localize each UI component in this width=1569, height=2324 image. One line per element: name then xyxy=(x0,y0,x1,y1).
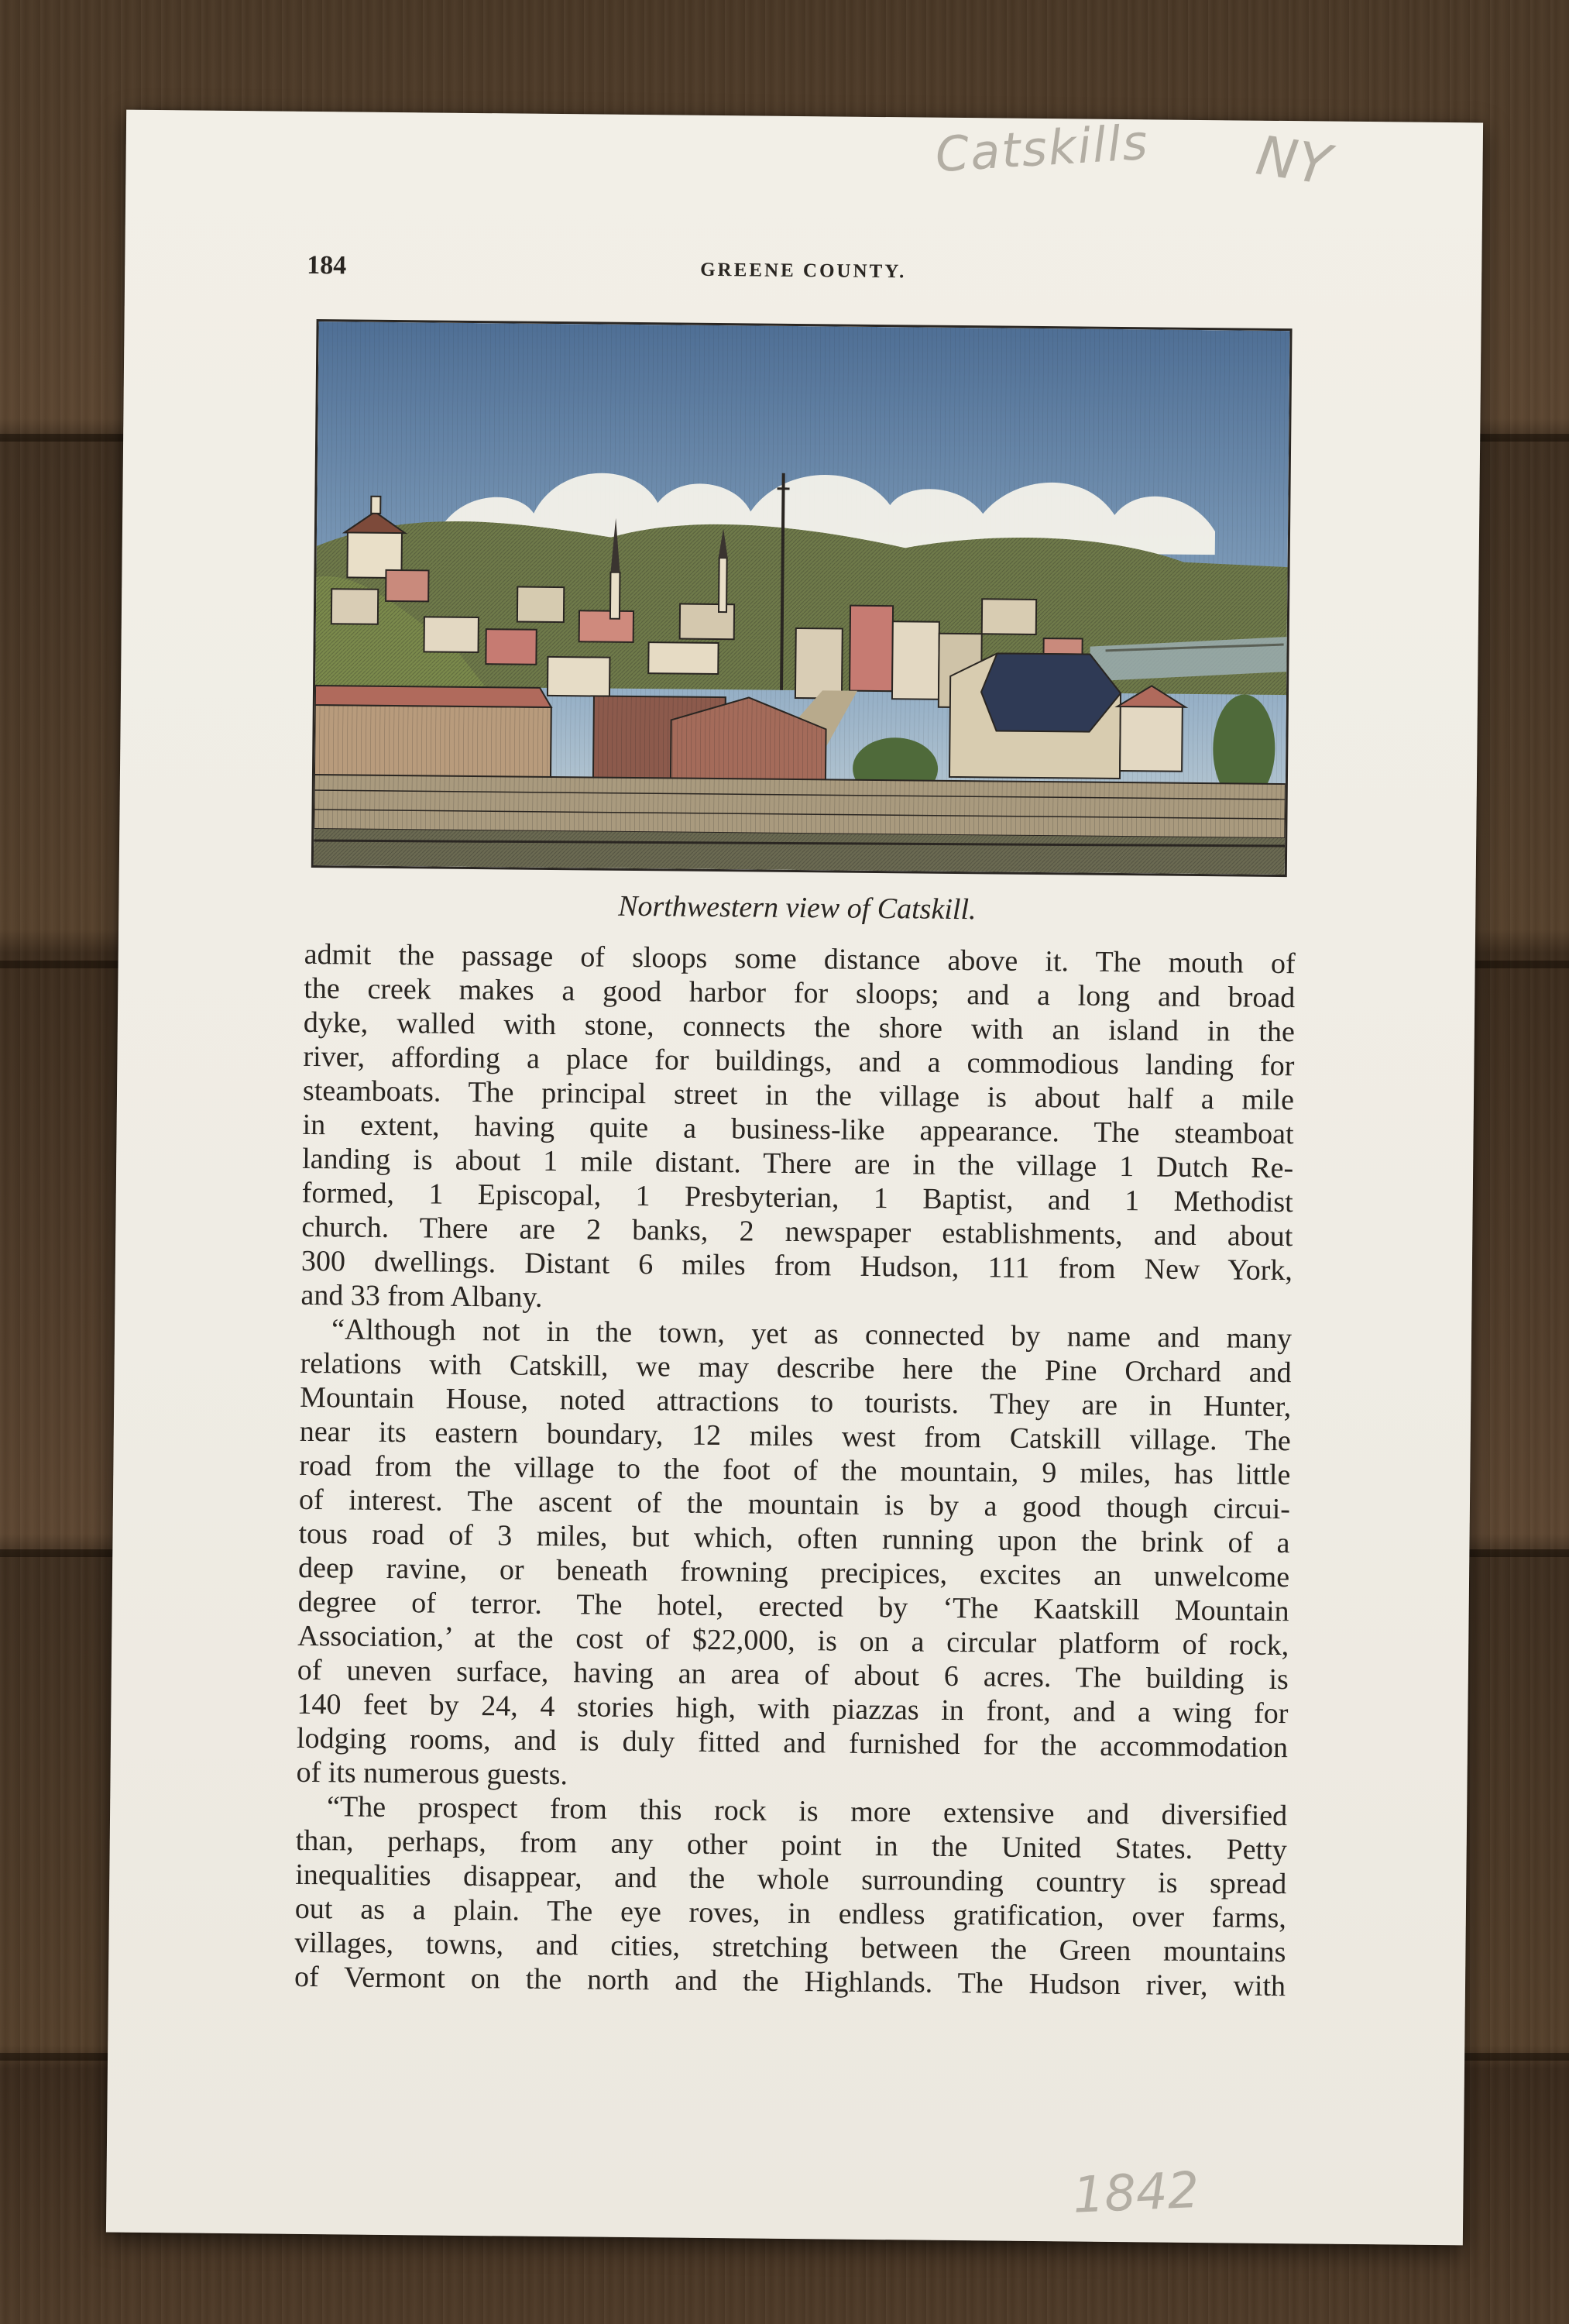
text-line: deep ravine, or beneath frowning precipices, excites an unwelcome xyxy=(297,1551,1290,1594)
engraving-plate xyxy=(311,319,1293,877)
text-line: out as a plain. The eye roves, in endless gratification, over farms, xyxy=(294,1892,1287,1935)
text-line: than, perhaps, from any other point in the United States. Petty xyxy=(295,1824,1287,1867)
text-line: villages, towns, and cities, stretching between the Green mountains xyxy=(294,1926,1286,1969)
page-number: 184 xyxy=(307,250,347,280)
text-line: tous road of 3 miles, but which, often running upon the brink of a xyxy=(298,1517,1290,1560)
handwritten-place-note: Catskills xyxy=(933,113,1151,184)
text-line: Mountain House, noted attractions to tourists. They are in Hunter, xyxy=(300,1380,1292,1424)
paragraph xyxy=(296,1312,1292,1799)
text-line: church. There are 2 banks, 2 newspaper establishments, and about xyxy=(301,1210,1293,1253)
text-line: “Although not in the town, yet as connected by name and many xyxy=(331,1313,1293,1356)
paragraph xyxy=(294,1789,1287,2003)
paragraph xyxy=(300,937,1296,1322)
book-page xyxy=(106,110,1483,2246)
handwritten-state-note: NY xyxy=(1252,123,1335,198)
text-line: steamboats. The principal street in the village is about half a mile xyxy=(302,1074,1295,1117)
text-line: 140 feet by 24, 4 stories high, with piazzas in front, and a wing for xyxy=(297,1687,1289,1731)
text-line: road from the village to the foot of the mountain, 9 miles, has little xyxy=(299,1449,1291,1492)
text-line: the creek makes a good harbor for sloops; and a long and broad xyxy=(304,971,1296,1015)
text-line: and 33 from Albany. xyxy=(300,1278,543,1314)
text-line: river, affording a place for buildings, and a commodious landing for xyxy=(303,1040,1295,1083)
text-line: of interest. The ascent of the mountain is by a good though circui- xyxy=(298,1483,1291,1526)
text-line: formed, 1 Episcopal, 1 Presbyterian, 1 Baptist, and 1 Methodist xyxy=(301,1176,1293,1219)
handwritten-year-note: 1842 xyxy=(1071,2161,1200,2225)
text-line: of uneven surface, having an area of about 6 acres. The building is xyxy=(297,1653,1289,1697)
text-line: inequalities disappear, and the whole surrounding country is spread xyxy=(295,1858,1287,1901)
running-head: GREENE COUNTY. xyxy=(700,259,907,283)
text-line: 300 dwellings. Distant 6 miles from Hudson, 111 from New York, xyxy=(300,1244,1293,1287)
text-line: relations with Catskill, we may describe here the Pine Orchard and xyxy=(300,1346,1292,1390)
text-line: degree of terror. The hotel, erected by ‘The Kaatskill Mountain xyxy=(297,1585,1289,1628)
illustration-caption: Northwestern view of Catskill. xyxy=(617,889,977,927)
catskill-village-engraving xyxy=(314,321,1290,875)
text-line: in extent, having quite a business-like appearance. The steamboat xyxy=(302,1108,1294,1151)
text-line: of Vermont on the north and the Highlands. The Hudson river, with xyxy=(294,1960,1286,2003)
text-line: admit the passage of sloops some distance above it. The mouth of xyxy=(304,937,1296,981)
text-line: “The prospect from this rock is more extensive and diversified xyxy=(326,1790,1288,1833)
body-text xyxy=(294,937,1296,2003)
text-line: landing is about 1 mile distant. There are in the village 1 Dutch Re- xyxy=(302,1142,1294,1185)
text-line: lodging rooms, and is duly fitted and furnished for the accommodation xyxy=(296,1721,1289,1765)
text-line: Association,’ at the cost of $22,000, is on a circular platform of rock, xyxy=(297,1619,1289,1662)
text-line: near its eastern boundary, 12 miles west from Catskill village. The xyxy=(299,1415,1291,1458)
text-line: dyke, walled with stone, connects the shore with an island in the xyxy=(303,1006,1296,1049)
text-line: of its numerous guests. xyxy=(296,1755,568,1792)
